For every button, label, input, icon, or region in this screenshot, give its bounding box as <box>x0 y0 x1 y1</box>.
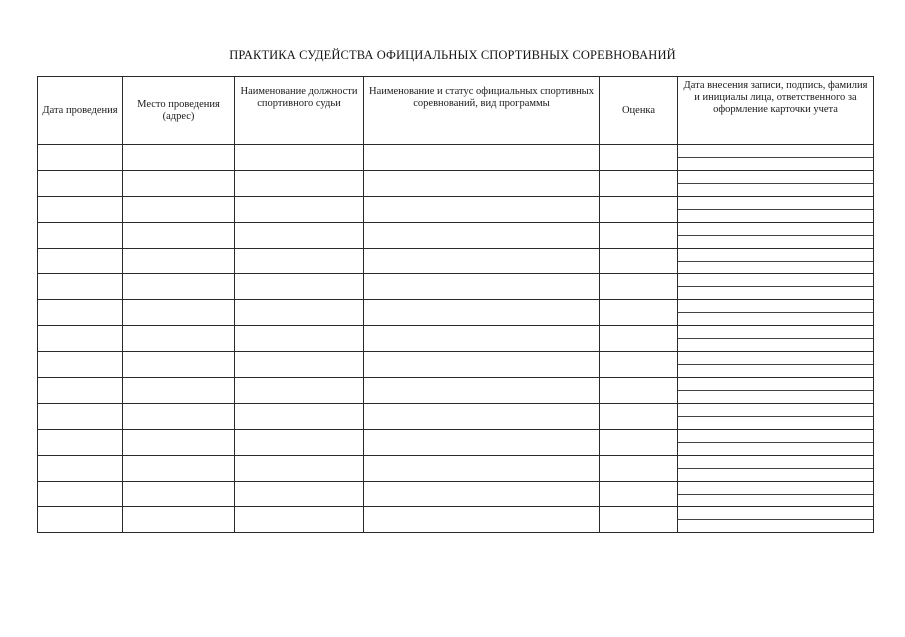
table-cell <box>678 352 874 378</box>
table-cell <box>123 274 235 300</box>
table-cell <box>123 481 235 507</box>
table-cell <box>678 300 874 326</box>
table-cell <box>235 196 364 222</box>
table-cell <box>123 170 235 196</box>
table-cell <box>600 248 678 274</box>
table-cell <box>600 300 678 326</box>
table-cell <box>364 248 600 274</box>
table-cell <box>38 326 123 352</box>
table-cell <box>600 274 678 300</box>
header-competition: Наименование и статус официальных спортивных соревнований, вид программы <box>364 77 600 145</box>
table-cell <box>364 170 600 196</box>
table-cell <box>678 481 874 507</box>
table-cell <box>678 196 874 222</box>
table-cell <box>123 222 235 248</box>
table-cell <box>235 352 364 378</box>
judging-practice-table <box>37 76 874 533</box>
ruled-line <box>678 312 873 313</box>
table-cell <box>678 145 874 171</box>
table-cell <box>235 170 364 196</box>
table-cell <box>364 378 600 404</box>
table-cell <box>38 274 123 300</box>
table-cell <box>235 429 364 455</box>
table-row <box>38 429 874 455</box>
header-position: Наименование должности спортивного судьи <box>235 77 364 145</box>
table-cell <box>600 403 678 429</box>
table-row <box>38 145 874 171</box>
table-row <box>38 222 874 248</box>
table-cell <box>364 507 600 533</box>
table-cell <box>235 481 364 507</box>
table-cell <box>678 403 874 429</box>
ruled-line <box>678 183 873 184</box>
ruled-line <box>678 338 873 339</box>
table-row <box>38 352 874 378</box>
ruled-line <box>678 519 873 520</box>
table-cell <box>600 378 678 404</box>
table-cell <box>678 222 874 248</box>
table-row <box>38 170 874 196</box>
table-cell <box>38 403 123 429</box>
table-cell <box>600 455 678 481</box>
table-row <box>38 481 874 507</box>
table-cell <box>123 455 235 481</box>
table-cell <box>600 352 678 378</box>
table-cell <box>678 429 874 455</box>
table-cell <box>678 274 874 300</box>
table-cell <box>600 196 678 222</box>
table-cell <box>600 481 678 507</box>
table-cell <box>123 196 235 222</box>
table-cell <box>600 222 678 248</box>
table-cell <box>38 429 123 455</box>
table-cell <box>38 378 123 404</box>
header-score: Оценка <box>600 77 678 145</box>
table-row <box>38 378 874 404</box>
table-cell <box>38 248 123 274</box>
table-cell <box>235 248 364 274</box>
table-cell <box>678 507 874 533</box>
table-cell <box>38 196 123 222</box>
table-cell <box>364 300 600 326</box>
table-cell <box>235 378 364 404</box>
table-cell <box>600 507 678 533</box>
table-cell <box>678 326 874 352</box>
table-cell <box>364 222 600 248</box>
table-cell <box>235 222 364 248</box>
table-cell <box>364 481 600 507</box>
table-row <box>38 274 874 300</box>
ruled-line <box>678 364 873 365</box>
document-title: ПРАКТИКА СУДЕЙСТВА ОФИЦИАЛЬНЫХ СПОРТИВНЫХ СОРЕВНОВАНИЙ <box>229 48 676 62</box>
table-row <box>38 455 874 481</box>
table-cell <box>600 170 678 196</box>
table-row <box>38 248 874 274</box>
table-cell <box>235 455 364 481</box>
table-cell <box>678 378 874 404</box>
table-row <box>38 403 874 429</box>
ruled-line <box>678 416 873 417</box>
ruled-line <box>678 157 873 158</box>
table-cell <box>235 300 364 326</box>
ruled-line <box>678 494 873 495</box>
table-cell <box>235 326 364 352</box>
table-cell <box>364 274 600 300</box>
table-cell <box>364 429 600 455</box>
table-header-row <box>38 77 874 145</box>
table-cell <box>38 507 123 533</box>
table-cell <box>678 455 874 481</box>
table-cell <box>600 326 678 352</box>
table-cell <box>600 145 678 171</box>
table-cell <box>364 196 600 222</box>
header-place: Место проведения (адрес) <box>123 77 235 145</box>
table-row <box>38 507 874 533</box>
table-cell <box>123 300 235 326</box>
ruled-line <box>678 442 873 443</box>
table-cell <box>364 145 600 171</box>
table-cell <box>38 481 123 507</box>
table-row <box>38 196 874 222</box>
table-cell <box>123 145 235 171</box>
table-cell <box>38 352 123 378</box>
table-cell <box>38 455 123 481</box>
ruled-line <box>678 261 873 262</box>
table-cell <box>38 170 123 196</box>
table-cell <box>364 403 600 429</box>
ruled-line <box>678 209 873 210</box>
table-cell <box>123 378 235 404</box>
ruled-line <box>678 390 873 391</box>
table-cell <box>123 507 235 533</box>
table-cell <box>123 403 235 429</box>
table-cell <box>600 429 678 455</box>
table-row <box>38 300 874 326</box>
table-cell <box>123 429 235 455</box>
table-cell <box>235 145 364 171</box>
table-cell <box>123 326 235 352</box>
table-cell <box>678 170 874 196</box>
ruled-line <box>678 286 873 287</box>
table-cell <box>364 326 600 352</box>
table-row <box>38 326 874 352</box>
ruled-line <box>678 235 873 236</box>
table-body <box>38 145 874 533</box>
table-cell <box>38 300 123 326</box>
table-cell <box>235 507 364 533</box>
header-record-entry: Дата внесения записи, подпись, фамилия и инициалы лица, ответственного за оформление карточки учета <box>678 77 874 145</box>
table-cell <box>38 222 123 248</box>
table-cell <box>364 455 600 481</box>
table-cell <box>123 248 235 274</box>
table-cell <box>678 248 874 274</box>
ruled-line <box>678 468 873 469</box>
table-cell <box>38 145 123 171</box>
header-date: Дата проведения <box>38 77 123 145</box>
table-cell <box>235 403 364 429</box>
table-cell <box>235 274 364 300</box>
table-cell <box>364 352 600 378</box>
table-cell <box>123 352 235 378</box>
